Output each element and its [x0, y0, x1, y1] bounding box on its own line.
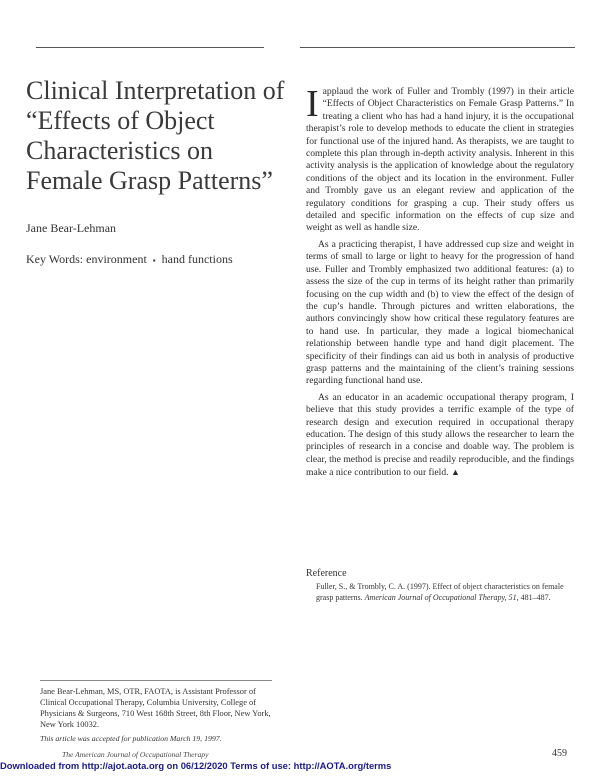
- affiliation-rule: [40, 680, 272, 681]
- drop-cap: I: [306, 83, 319, 125]
- header-rule-right: [300, 47, 575, 48]
- reference-entry: [316, 582, 574, 603]
- body-paragraph: [306, 392, 574, 480]
- reference-text: Fuller, S., & Trombly, C. A. (1997). Effect of object characteristics on female grasp patterns.: [316, 582, 564, 602]
- key-words-label: Key Words:: [26, 252, 84, 266]
- keyword: environment: [86, 252, 147, 266]
- paragraph-text: As an educator in an academic occupational therapy program, I believe that this study provides a terrific example of the type of research design and execution required in occupational therapy education. The design of this study allows the researcher to learn the principles of research in a concise and doable way. The problem is clear, the method is precise and readily reproducible, and the findings make a nice contribution to our field.: [306, 391, 574, 479]
- journal-name: The American Journal of Occupational Therapy: [62, 750, 209, 759]
- body-paragraph: As a practicing therapist, I have addressed cup size and weight in terms of small to large or light to heavy for the progression of hand use. Fuller and Trombly emphasized two additional features: (a) to assess the size of the cup in terms of its height rather than primarily focusing on the cup width and (b) to view the effect of the design of the cup’s handle. Through pictures and written elaborations, the authors convincingly show how critical these regulatory features are to hand use. In particular, they made a logical biomechanical relationship between handle type and hand digit placement. The specificity of their findings can aid us both in analysis of productive grasp patterns and the maintaining of the client’s training sessions regarding functional hand use.: [306, 238, 574, 387]
- keyword-separator-icon: ▪: [152, 255, 156, 265]
- article-body: [306, 83, 574, 480]
- reference-heading: Reference: [306, 568, 347, 579]
- reference-journal: American Journal of Occupational Therapy, 51,: [364, 592, 519, 602]
- keyword: hand functions: [161, 252, 233, 266]
- author-affiliation: Jane Bear-Lehman, MS, OTR, FAOTA, is Assistant Professor of Clinical Occupational Therapy, Columbia University, College of Physicians & Surgeons, 710 West 168th Street, 8th Floor, New York, New York 10032.: [40, 687, 271, 729]
- body-paragraph: [306, 83, 574, 235]
- page-number: 459: [552, 748, 567, 759]
- key-words: [26, 252, 233, 267]
- download-notice: Downloaded from http://ajot.aota.org on 06/12/2020 Terms of use: http://AOTA.org/terms: [0, 760, 392, 771]
- end-of-article-icon: ▲: [450, 467, 460, 478]
- author-name: Jane Bear-Lehman: [26, 221, 117, 235]
- header-rule: [36, 47, 264, 48]
- reference-pages: 481–487.: [518, 592, 551, 602]
- paragraph-text: applaud the work of Fuller and Trombly (1997) in their article “Effects of Object Characteristics on Female Grasp Patterns.” In treating a client who has had a hand injury, it is the occupational therapist’s role to develop methods to educate the client in strategies for functional use of the injured hand. As therapists, we are taught to complete this plan through in-depth activity analysis. Inherent in this activity analysis is the application of knowledge about the regulatory conditions of the object and its location in the environment. Fuller and Trombly gave us an elegant review and application of the regulatory conditions for grasping a cup. Their study offers us detailed and specific information on the effects of cup size and weight as well as handle size.: [306, 86, 574, 234]
- acceptance-note: This article was accepted for publication March 19, 1997.: [40, 734, 222, 743]
- article-title: Clinical Interpretation of “Effects of Object Characteristics on Female Grasp Patterns”: [26, 76, 285, 195]
